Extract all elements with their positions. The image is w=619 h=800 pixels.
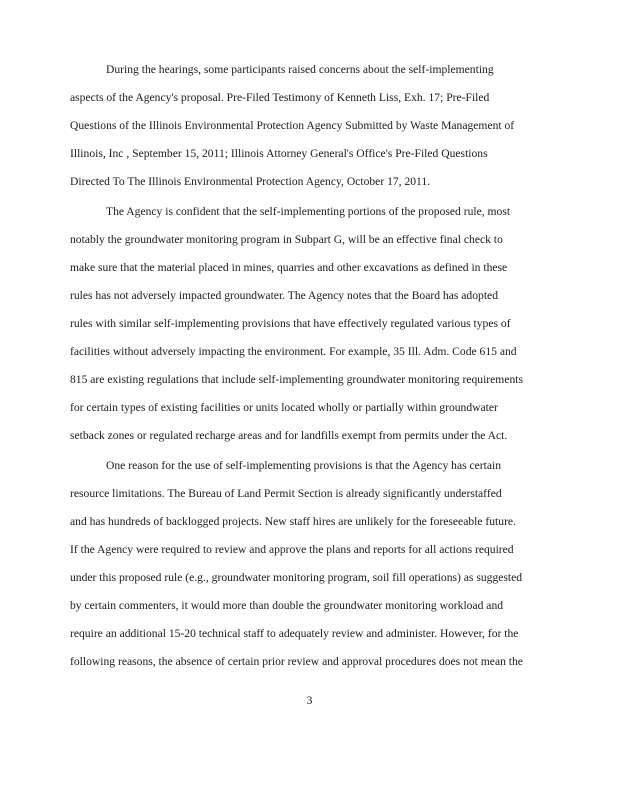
paragraph-2-line-3: make sure that the material placed in mines, quarries and other excavations as defined in these: [70, 261, 508, 274]
paragraph-3-line-7: require an additional 15-20 technical staff to adequately review and administer. However, for the: [70, 627, 519, 640]
paragraph-2-line-2: notably the groundwater monitoring program in Subpart G, will be an effective final check to: [70, 233, 503, 246]
page-number: 3: [306, 694, 313, 707]
paragraph-2-line-4: rules has not adversely impacted groundwater. The Agency notes that the Board has adopted: [70, 289, 498, 302]
paragraph-2-line-1: The Agency is confident that the self-implementing portions of the proposed rule, most: [106, 205, 511, 218]
paragraph-1-line-3: Questions of the Illinois Environmental Protection Agency Submitted by Waste Management of: [70, 119, 515, 132]
paragraph-2-line-6: facilities without adversely impacting the environment. For example, 35 Ill. Adm. Code 615 and: [70, 345, 517, 358]
paragraph-3-line-8: following reasons, the absence of certain prior review and approval procedures does not mean the: [70, 655, 523, 668]
paragraph-2-line-8: for certain types of existing facilities or units located wholly or partially within groundwater: [70, 401, 498, 414]
paragraph-3-line-6: by certain commenters, it would more than double the groundwater monitoring workload and: [70, 599, 504, 612]
paragraph-3-line-5: under this proposed rule (e.g., groundwater monitoring program, soil fill operations) as suggested: [70, 571, 523, 584]
paragraph-1-line-1: During the hearings, some participants raised concerns about the self-implementing: [106, 63, 494, 76]
paragraph-2-line-5: rules with similar self-implementing provisions that have effectively regulated various types of: [70, 317, 511, 330]
paragraph-3-line-4: If the Agency were required to review and approve the plans and reports for all actions required: [70, 543, 514, 556]
paragraph-3-line-2: resource limitations. The Bureau of Land Permit Section is already significantly understaffed: [70, 487, 502, 500]
paragraph-3-line-3: and has hundreds of backlogged projects. New staff hires are unlikely for the foreseeable future.: [70, 515, 516, 528]
paragraph-1-line-5: Directed To The Illinois Environmental Protection Agency, October 17, 2011.: [70, 175, 431, 188]
paragraph-2-line-7: 815 are existing regulations that include self-implementing groundwater monitoring requirements: [70, 373, 524, 386]
paragraph-2-line-9: setback zones or regulated recharge areas and for landfills exempt from permits under the Act.: [70, 429, 508, 442]
paragraph-1-line-2: aspects of the Agency's proposal. Pre-Filed Testimony of Kenneth Liss, Exh. 17; Pre-Filed: [70, 91, 490, 104]
paragraph-1-line-4: Illinois, Inc , September 15, 2011; Illinois Attorney General's Office's Pre-Filed Questions: [70, 147, 488, 160]
paragraph-3-line-1: One reason for the use of self-implementing provisions is that the Agency has certain: [106, 459, 502, 472]
